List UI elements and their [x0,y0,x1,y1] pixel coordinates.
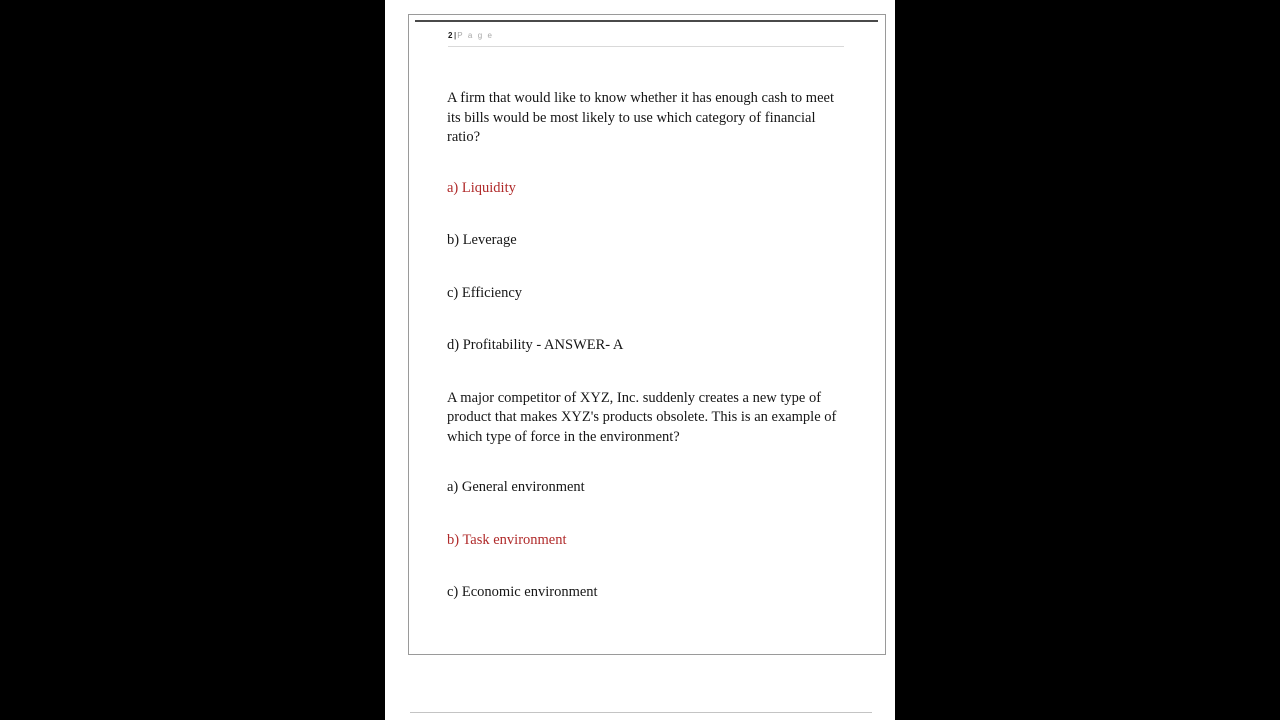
question-2: A major competitor of XYZ, Inc. suddenly creates a new type of product that makes XYZ's products obsolete. This is an example of which type of force in the environment? [447,389,837,445]
page-number-value: 2 [448,31,453,40]
q1-option-d: d) Profitability - ANSWER- A [447,337,624,353]
q2-option-c: c) Economic environment [447,584,598,600]
header-rule-top [415,20,878,22]
page-number-label [448,31,494,41]
q2-option-a: a) General environment [447,479,585,495]
next-page-top-rule [410,712,872,713]
document-scroll-area[interactable] [385,0,895,720]
q2-option-b: b) Task environment [447,531,567,548]
document-page [408,14,886,655]
letterbox-left [0,0,385,720]
page-body-text [447,89,847,603]
page-number-separator: | [453,31,457,40]
q1-option-c: c) Efficiency [447,284,523,301]
letterbox-right [895,0,1280,720]
header-rule-bottom [448,46,844,47]
q1-option-b: b) Leverage [447,232,517,248]
question-1: A firm that would like to know whether it has enough cash to meet its bills would be most likely to use which category of financial ratio? [447,90,834,145]
page-word-label: P a g e [457,31,494,40]
q1-option-a: a) Liquidity [447,179,516,196]
